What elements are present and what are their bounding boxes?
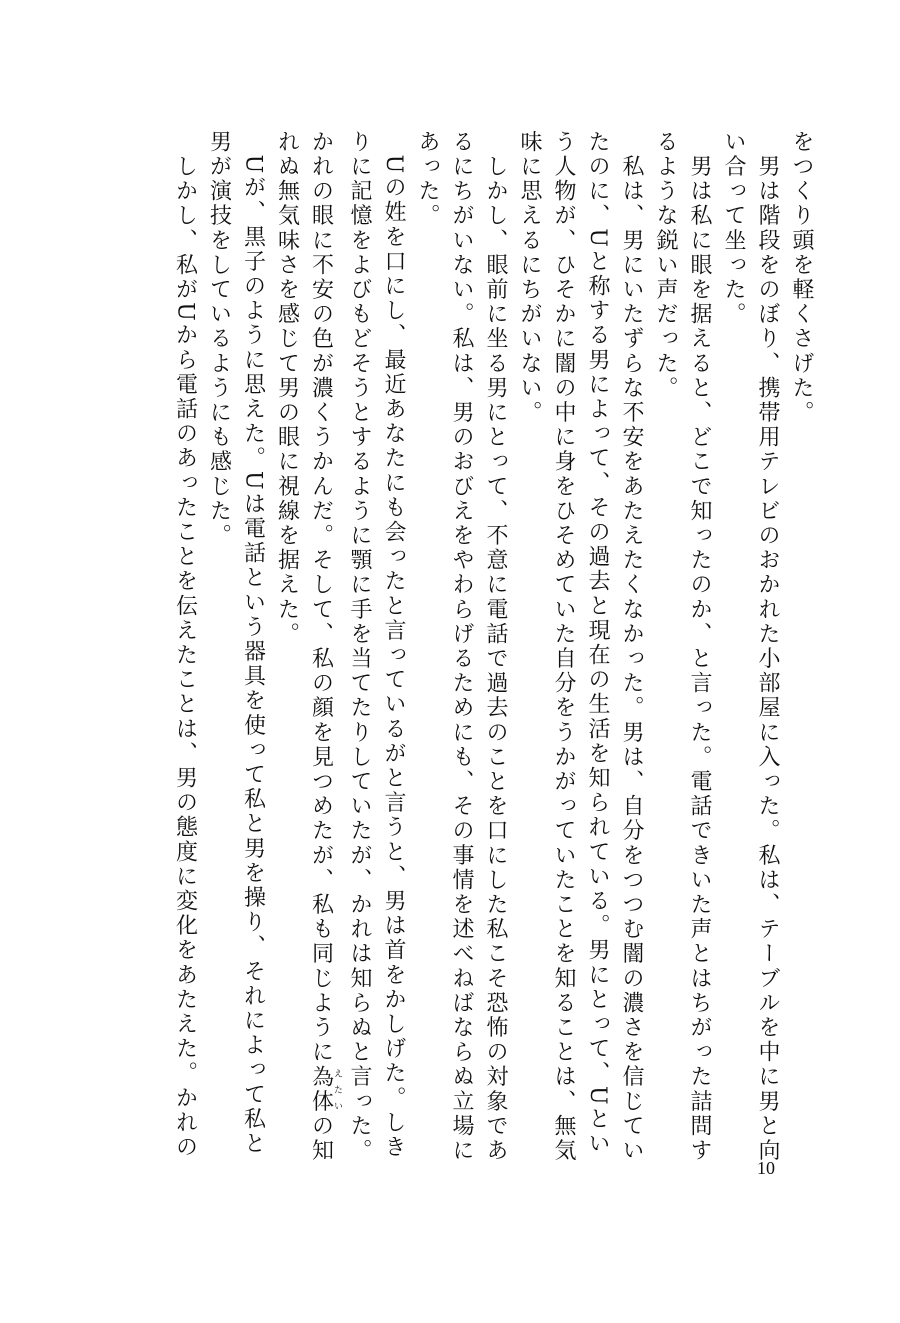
ruby-base: 為体 (308, 1064, 334, 1115)
text-line: りに記憶をよびもどそうとするように顎に手を当てたりしていたが、かれは知らぬと言った。 (347, 130, 372, 1164)
ruby-reading: えたい (332, 1064, 342, 1114)
text-line: たのに、Uと称する男によって、その過去と現在の生活を知られている。男にとって、Uとい (585, 130, 610, 1157)
text-line: 男は私に眼を据えると、どこで知ったのか、と言った。電話できいた声とはちがった詰問す (687, 130, 712, 1164)
text-line: しかし、私がUから電話のあったことを伝えたことは、男の態度に変化をあたえた。かれの (172, 130, 198, 1160)
text-line: るような鋭い声だった。 (653, 130, 678, 401)
text-line: い合って坐った。 (721, 130, 746, 327)
text-line: しかし、眼前に坐る男にとって、不意に電話で過去のことを口にした私こそ恐怖の対象であ (483, 130, 508, 1164)
text-line: Uの姓を口にし、最近あなたにも会ったと言っているがと言うと、男は首をかしげた。しき (381, 130, 406, 1160)
page-number: 10 (757, 1158, 775, 1178)
text-line: をつくり頭を軽くさげた。 (789, 130, 814, 426)
text-line: Uが、黒子のように思えた。Uは電話という器具を使って私と男を操り、それによって私と (240, 130, 266, 1157)
text-line: う人物が、ひそかに闇の中に身をひそめていた自分をうかがっていたことを知ることは、無気 (551, 130, 576, 1164)
text-line-with-ruby (304, 130, 343, 1164)
ruby-line-suffix: の知 (308, 1114, 334, 1164)
vertical-text-body (138, 130, 818, 1164)
ruby-line-prefix: かれの眼に不安の色が濃くうかんだ。そして、私の顔を見つめたが、私も同じように (308, 130, 334, 1065)
text-line: 味に思えるにちがいない。 (517, 130, 542, 426)
ruby-annotation (308, 1064, 342, 1115)
text-line: 男が演技をしているようにも感じた。 (206, 130, 232, 549)
text-line: 男は階段をのぼり、携帯用テレビのおかれた小部屋に入った。私は、テーブルを中に男と向 (755, 130, 780, 1164)
text-line: 私は、男にいたずらな不安をあたえたくなかった。男は、自分をつつむ闇の濃さを信じてい (619, 130, 644, 1164)
text-line: るにちがいない。私は、男のおびえをやわらげるためにも、その事情を述べねばならぬ立場に (449, 130, 474, 1164)
text-line: れぬ無気味さを感じて男の眼に視線を据えた。 (274, 130, 300, 647)
text-line: あった。 (415, 130, 440, 229)
